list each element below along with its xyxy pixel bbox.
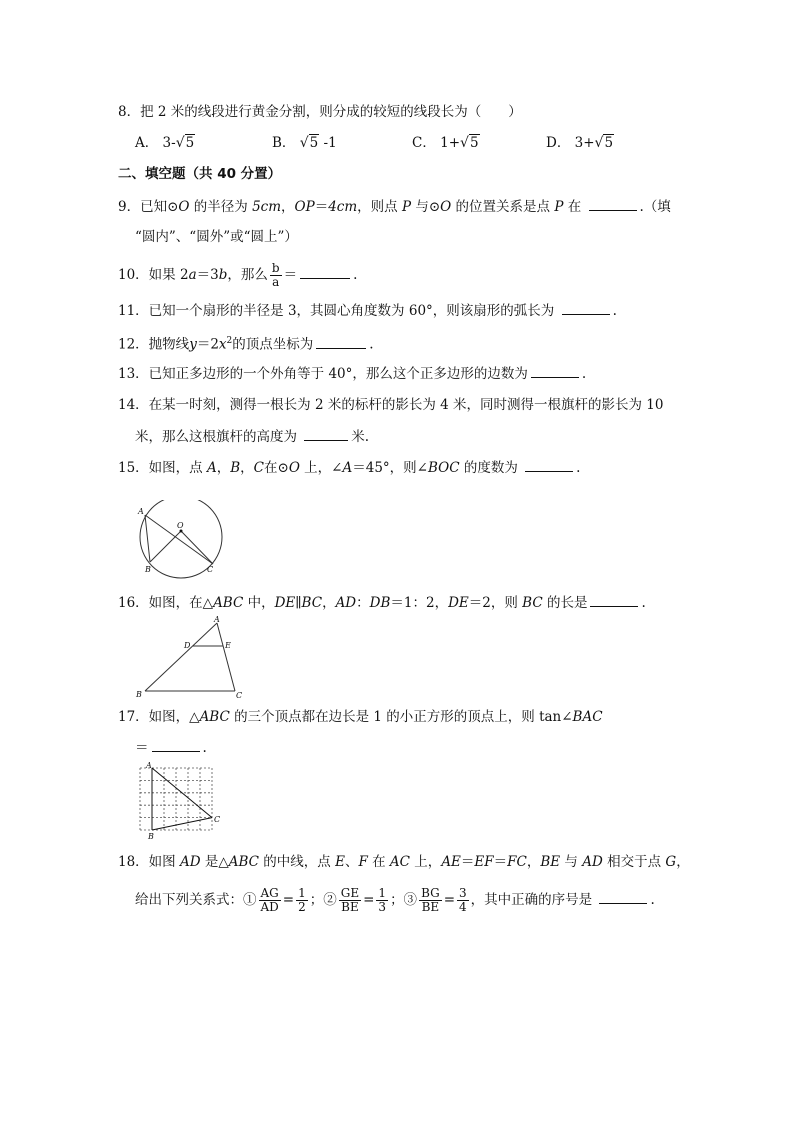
q9-line2: “圆内”、“圆外”或“圆上”） — [135, 229, 298, 245]
label-e: E — [225, 641, 231, 650]
answer-blank[interactable] — [316, 334, 366, 349]
label-o: O — [177, 521, 184, 530]
q14-line2: 米，那么这根旗杆的高度为 米. — [135, 426, 369, 447]
q8-option-d: D． 3+√5 — [546, 135, 614, 151]
sqrt-symbol: √5 — [594, 135, 614, 151]
label-b: B — [148, 832, 154, 840]
q17-grid-figure — [135, 762, 230, 840]
q9-line1: 9．已知⊙O 的半径为 5cm，OP＝4cm，则点 P 与⊙O 的位置关系是点 P 在 .（填 — [118, 196, 671, 217]
q14-line1: 14．在某一时刻，测得一根长为 2 米的标杆的影长为 4 米，同时测得一根旗杆的影长为 10 — [118, 397, 664, 413]
sqrt-symbol: √5 — [175, 135, 195, 151]
label-a: A — [138, 507, 144, 516]
q8-stem: 8．把 2 米的线段进行黄金分割，则分成的较短的线段长为（ ） — [118, 104, 522, 120]
label-c: C — [236, 691, 243, 700]
answer-blank[interactable] — [590, 592, 638, 607]
fraction: $\frac{b}{a}$ — [271, 261, 280, 289]
label-b: B — [136, 690, 142, 699]
q10: 10．如果 2a＝3b，那么 $\frac{b}{a}$ ＝ . — [118, 261, 358, 289]
q8-option-a: A． 3-√5 — [135, 135, 195, 151]
label-c: C — [214, 815, 221, 824]
q16: 16．如图，在△ABC 中，DE∥BC，AD：DB＝1：2，DE＝2，则 BC 的长是 . — [118, 592, 646, 613]
fraction: $\frac{AG}{AD}$ — [260, 886, 279, 914]
q15: 15．如图，点 A，B，C在⊙O 上，∠A＝45°，则∠BOC 的度数为 . — [118, 457, 580, 478]
dashed-grid — [140, 768, 212, 830]
q15-circle-figure — [135, 500, 230, 580]
fraction: $\frac{GE}{BE}$ — [340, 886, 360, 914]
answer-blank[interactable] — [599, 889, 647, 904]
answer-blank[interactable] — [152, 737, 200, 752]
answer-blank[interactable] — [300, 264, 350, 279]
q12: 12．抛物线$y=2x^2$的顶点坐标为 . — [118, 331, 374, 355]
q17-line2: ＝ . — [135, 737, 207, 758]
label-d: D — [184, 641, 191, 650]
q17-line1: 17．如图，△ABC 的三个顶点都在边长是 1 的小正方形的顶点上，则 tan∠BAC — [118, 709, 603, 725]
answer-blank[interactable] — [589, 196, 637, 211]
answer-blank[interactable] — [562, 300, 610, 315]
answer-blank[interactable] — [525, 457, 573, 472]
q11: 11．已知一个扇形的半径是 3，其圆心角度数为 60°，则该扇形的弧长为 . — [118, 300, 617, 321]
q8-option-c: C． 1+√5 — [412, 135, 479, 151]
q18-line2: 给出下列关系式：① $\frac{AG}{AD}$ = $\frac{1}{2}$ ；② $\frac{GE}{BE}$ = $\frac{1}{3}$ ；③ $\frac{BG}{BE}$ = $\frac{3}{4}$ ，其中正确的序号是 . — [135, 886, 655, 914]
q8-options — [135, 133, 614, 153]
q16-triangle-figure — [135, 615, 247, 700]
fraction: $\frac{1}{3}$ — [378, 886, 387, 914]
fraction: $\frac{1}{2}$ — [298, 886, 306, 914]
fraction: $\frac{BG}{BE}$ — [421, 886, 440, 914]
q8-option-b: B． √5 -1 — [272, 135, 337, 151]
label-b: B — [145, 565, 151, 574]
fraction: $\frac{3}{4}$ — [459, 886, 467, 914]
sqrt-symbol: √5 — [299, 135, 319, 151]
q13: 13．已知正多边形的一个外角等于 40°，那么这个正多边形的边数为 . — [118, 363, 586, 384]
q18-line1: 18．如图 AD 是△ABC 的中线，点 E、F 在 AC 上，AE＝EF＝FC，BE 与 AD 相交于点 G， — [118, 854, 690, 870]
answer-blank[interactable] — [304, 426, 348, 441]
section-title-fill-in: 二、填空题（共 40 分置） — [118, 166, 282, 182]
answer-blank[interactable] — [531, 363, 579, 378]
label-c: C — [207, 565, 214, 574]
label-a: A — [214, 615, 220, 624]
sqrt-symbol: √5 — [460, 135, 479, 151]
label-a: A — [146, 762, 152, 770]
